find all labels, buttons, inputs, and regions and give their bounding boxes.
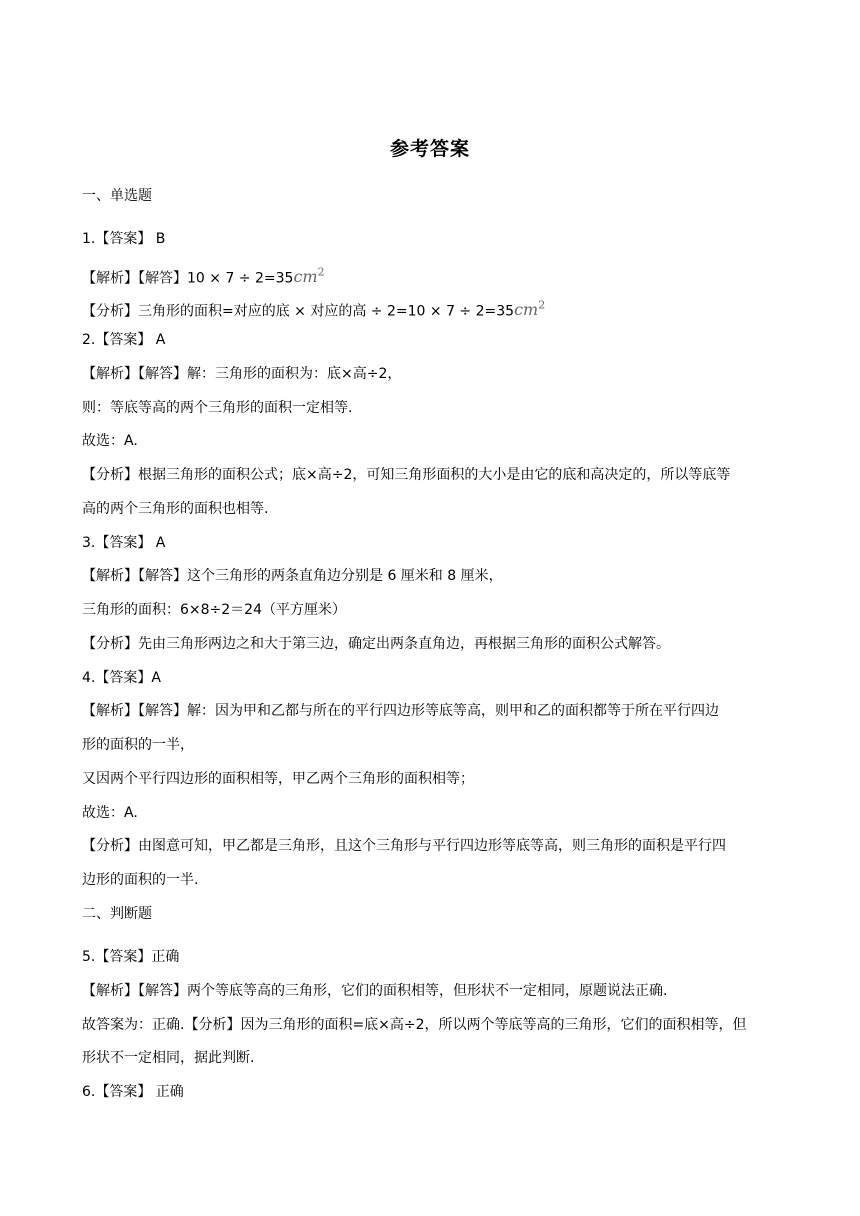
analysis-1: 【分析】三角形的面积=对应的底 × 对应的高 ÷ $2=10 \times 7 \div 2=35cm^2$ [82,299,546,320]
answer-1: 1.【答案】 B [82,231,166,247]
explanation-2-line-3: 故选：A. [82,433,138,449]
answer-4: 4.【答案】A [82,670,161,686]
section-heading-true-false: 二、判断题 [82,906,152,922]
answer-5: 5.【答案】正确 [82,949,180,965]
answer-3: 3.【答案】 A [82,535,166,551]
page-title: 参考答案 [389,138,470,160]
unit-cm2: $cm^2$ [514,299,546,320]
analysis-4-line-1: 【分析】由图意可知，甲乙都是三角形，且这个三角形与平行四边形等底等高，则三角形的面积是平行四 [82,838,726,854]
answer-6: 6.【答案】 正确 [82,1084,184,1100]
explanation-5: 【解析】【解答】两个等底等高的三角形，它们的面积相等，但形状不一定相同，原题说法正确. [82,983,668,999]
analysis-5-line-1: 故答案为：正确.【分析】因为三角形的面积=底×高÷2，所以两个等底等高的三角形，它们的面积相等，但 [82,1017,747,1033]
explanation-4-line-4: 故选：A. [82,805,138,821]
analysis-5-line-2: 形状不一定相同，据此判断. [82,1050,255,1066]
explanation-4-line-2: 形的面积的一半， [82,737,194,753]
analysis-4-line-2: 边形的面积的一半. [82,872,199,888]
explanation-3-line-2: 三角形的面积：6×8÷2＝24（平方厘米） [82,602,346,618]
analysis-2-line-1: 【分析】根据三角形的面积公式；底×高÷2，可知三角形面积的大小是由它的底和高决定的，所以等底等 [82,467,731,483]
explanation-4-line-1: 【解析】【解答】解：因为甲和乙都与所在的平行四边形等底等高，则甲和乙的面积都等于所在平行四边 [82,703,719,719]
explanation-2-line-2: 则：等底等高的两个三角形的面积一定相等. [82,400,353,416]
explanation-2-line-1: 【解析】【解答】解：三角形的面积为：底×高÷2， [82,366,402,382]
explanation-4-line-3: 又因两个平行四边形的面积相等，甲乙两个三角形的面积相等； [82,771,474,787]
unit-cm2: $cm^2$ [293,266,325,287]
explanation-1: 【解析】【解答】$10 \times 7 \div 2=35cm^2$ [82,266,325,287]
explanation-3-line-1: 【解析】【解答】这个三角形的两条直角边分别是 6 厘米和 8 厘米， [82,568,503,584]
analysis-3: 【分析】先由三角形两边之和大于第三边，确定出两条直角边，再根据三角形的面积公式解答。 [82,636,670,652]
section-heading-single-choice: 一、单选题 [82,188,152,204]
analysis-2-line-2: 高的两个三角形的面积也相等. [82,501,269,517]
answer-2: 2.【答案】 A [82,332,166,348]
